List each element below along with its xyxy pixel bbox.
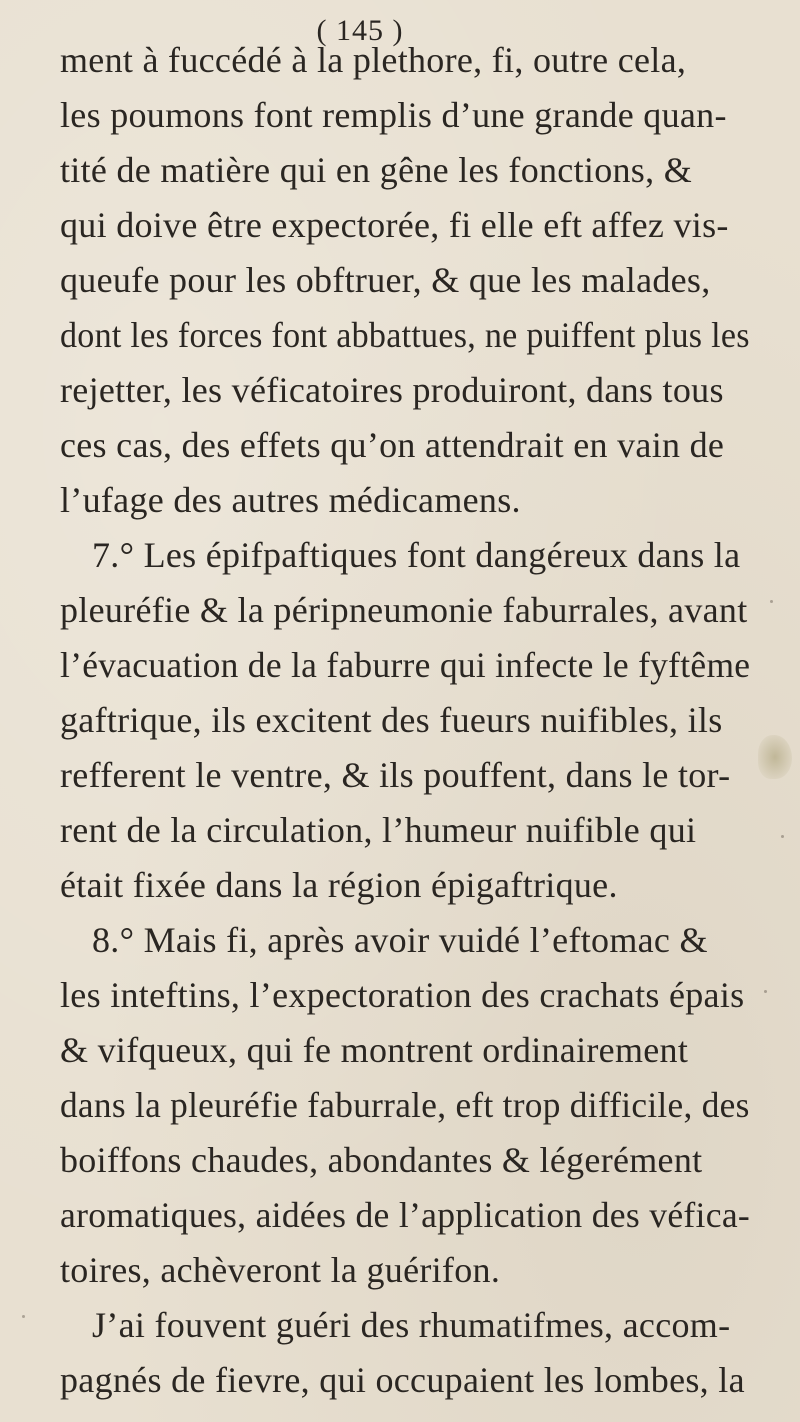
text-line: boiffons chaudes, abondantes & légerément xyxy=(60,1140,703,1180)
paper-stain xyxy=(758,735,792,779)
text-line: tité de matière qui en gêne les fonctions, & xyxy=(60,150,693,190)
text-line: pagnés de fievre, qui occupaient les lombes, la xyxy=(60,1360,745,1400)
text-line: 7.° Les épifpaftiques font dangéreux dans la xyxy=(92,535,741,575)
text-line: l’évacuation de la faburre qui infecte le fyftême xyxy=(60,645,751,685)
text-line: & vifqueux, qui fe montrent ordinairement xyxy=(60,1030,689,1070)
text-line: refferent le ventre, & ils pouffent, dans le tor- xyxy=(60,755,731,795)
text-line: 8.° Mais fi, après avoir vuidé l’eftomac & xyxy=(92,920,708,960)
text-line: dans la pleuréfie faburrale, eft trop difficile, des xyxy=(60,1085,750,1125)
text-line: pleuréfie & la péripneumonie faburrales, avant xyxy=(60,590,748,630)
text-line: toires, achèveront la guérifon. xyxy=(60,1250,501,1290)
page-number: ( 145 ) xyxy=(316,14,404,47)
text-line: ces cas, des effets qu’on attendrait en vain de xyxy=(60,425,725,465)
text-line: dont les forces font abbattues, ne puiffent plus les xyxy=(60,315,750,355)
text-line: rent de la circulation, l’humeur nuifible qui xyxy=(60,810,697,850)
text-line: était fixée dans la région épigaftrique. xyxy=(60,865,618,905)
text-line: queufe pour les obftruer, & que les malades, xyxy=(60,260,711,300)
text-line: gaftrique, ils excitent des fueurs nuifibles, ils xyxy=(60,700,723,740)
text-line: qui doive être expectorée, fi elle eft affez vis- xyxy=(60,205,729,245)
text-line: J’ai fouvent guéri des rhumatifmes, accom- xyxy=(92,1305,731,1345)
text-line: l’ufage des autres médicamens. xyxy=(60,480,521,520)
text-line: aromatiques, aidées de l’application des véfica- xyxy=(60,1195,751,1235)
text-line: les poumons font remplis d’une grande quan- xyxy=(60,95,727,135)
text-line: ment à fuccédé à la plethore, fi, outre cela, xyxy=(60,40,687,80)
text-line: les inteftins, l’expectoration des crachats épais xyxy=(60,975,745,1015)
text-line: rejetter, les véficatoires produiront, dans tous xyxy=(60,370,724,410)
